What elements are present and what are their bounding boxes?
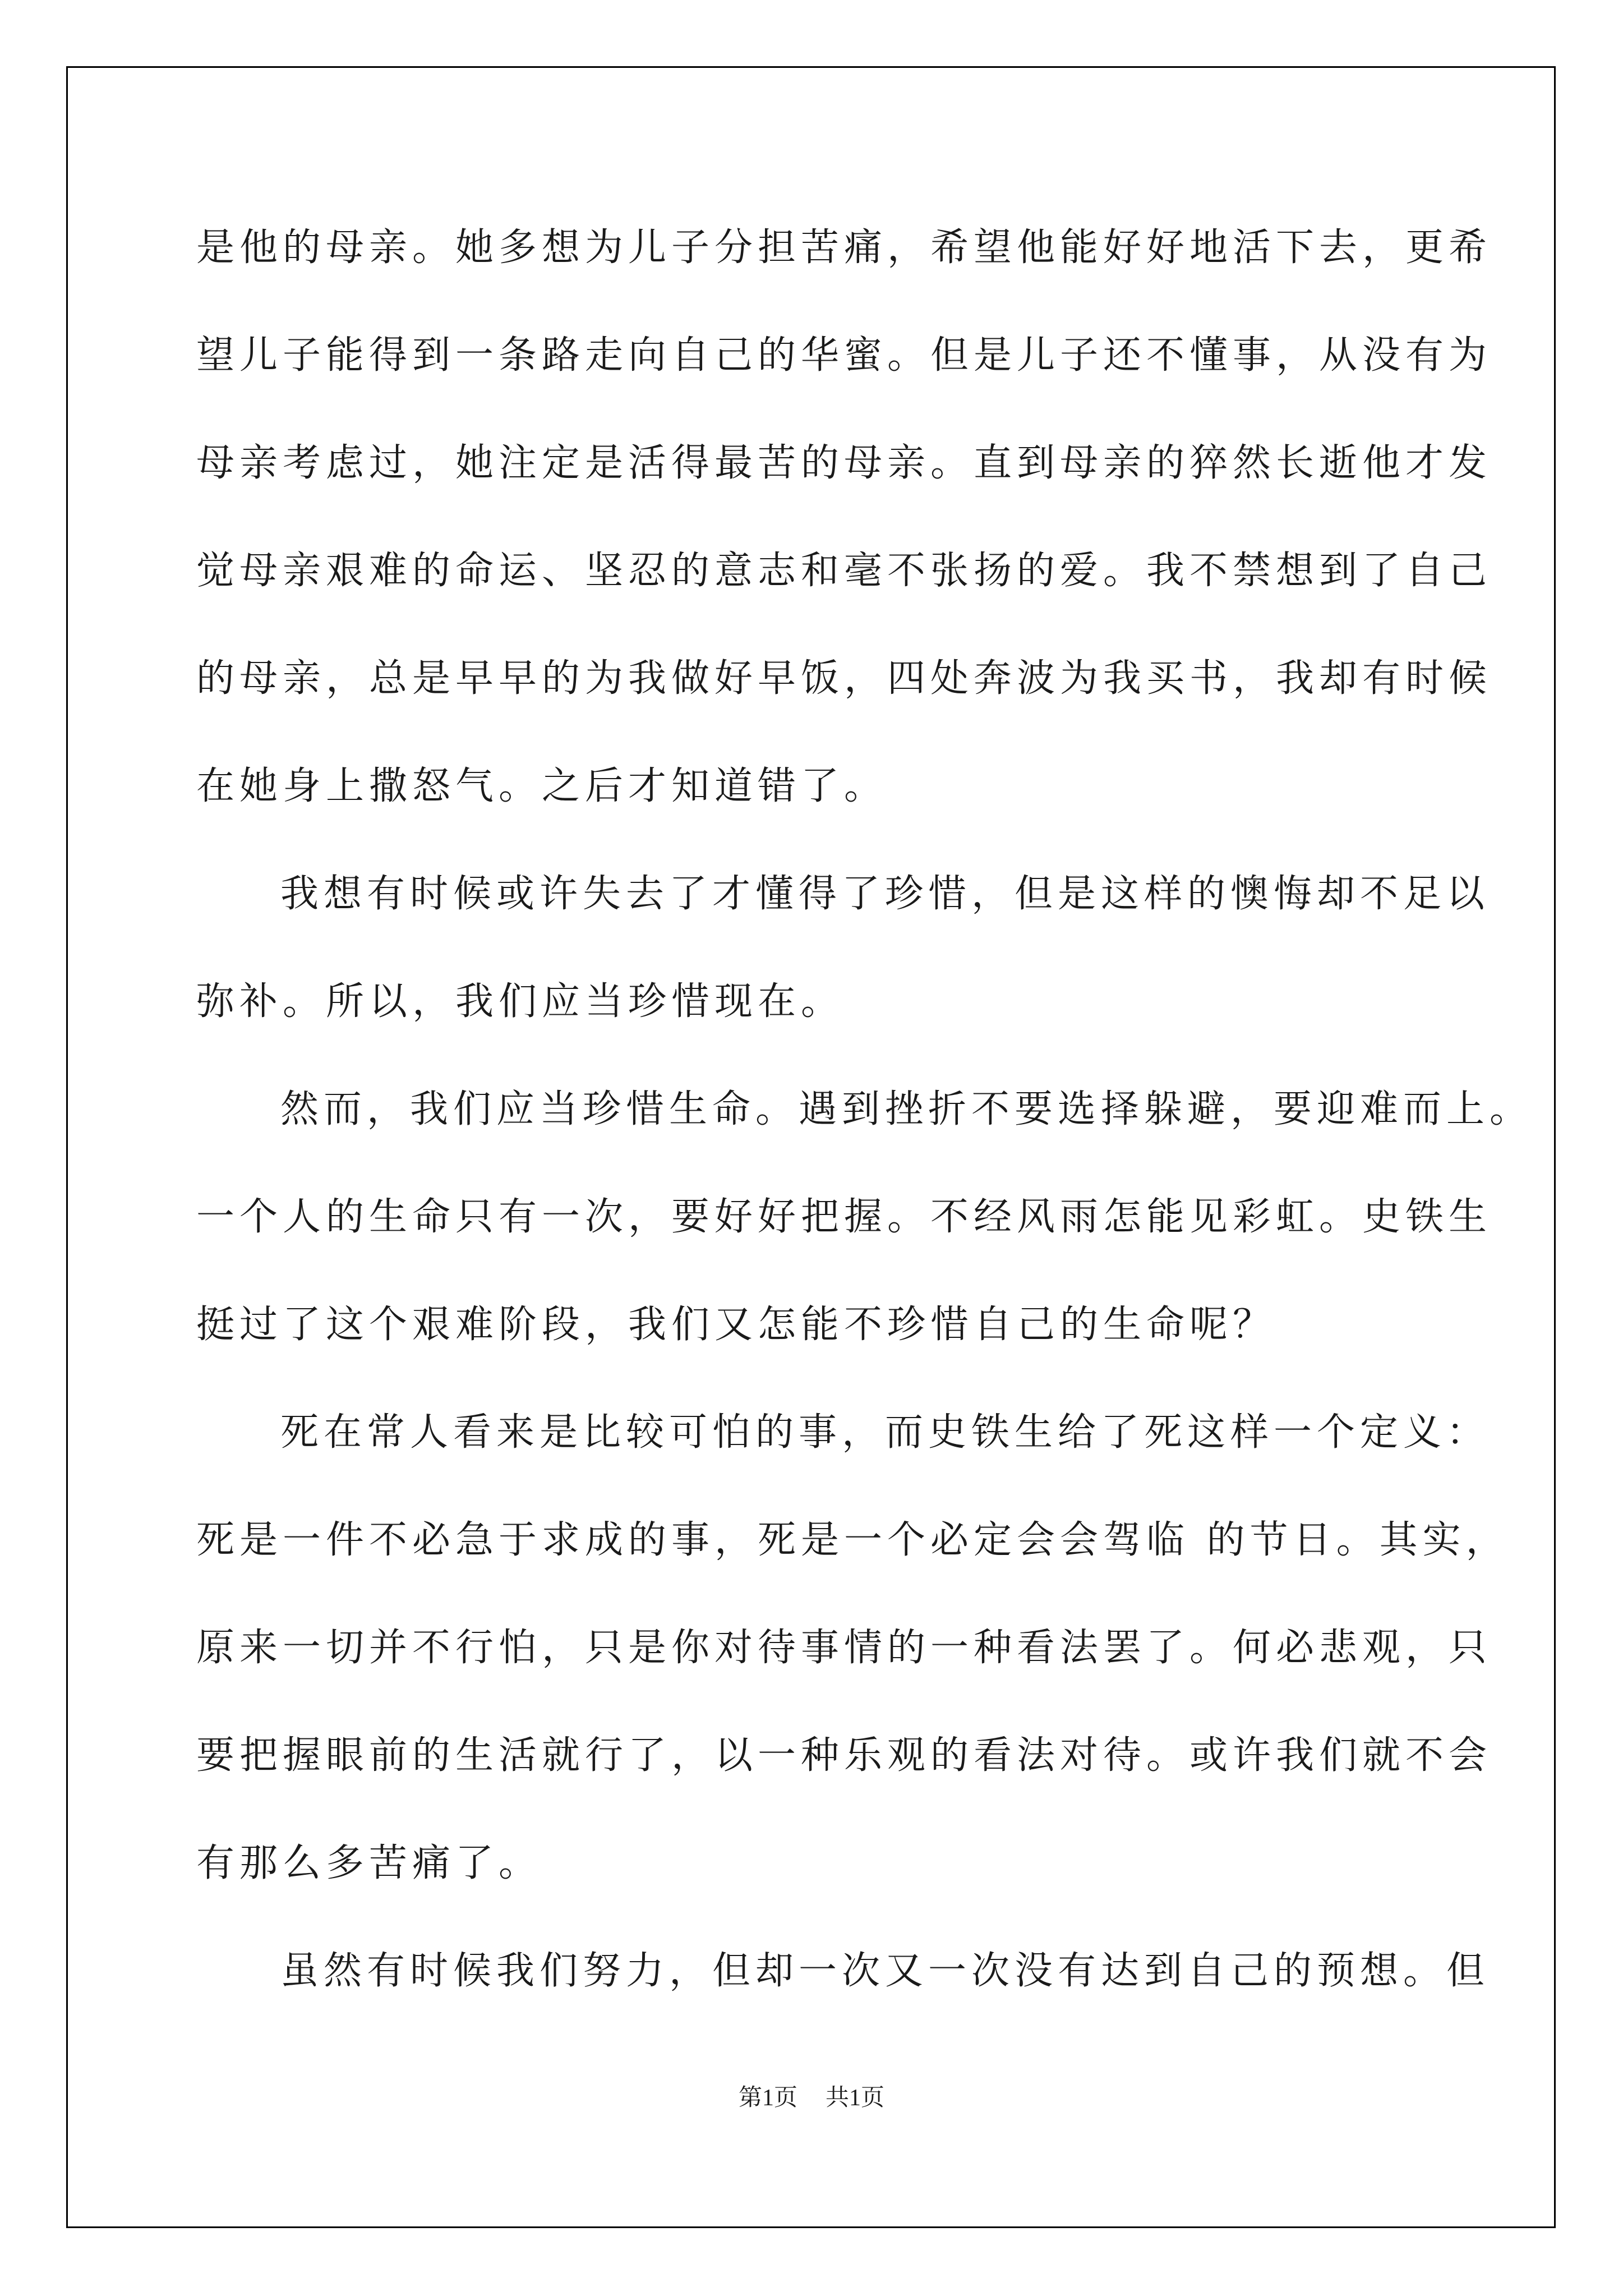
text-line-7: 我想有时候或许失去了才懂得了珍惜，但是这样的懊悔却不足以	[280, 872, 1490, 916]
page-number: 第1页	[738, 2085, 797, 2111]
text-line-2: 望儿子能得到一条路走向自己的华蜜。但是儿子还不懂事，从没有为	[196, 333, 1492, 378]
text-line-8: 弥补。所以，我们应当珍惜现在。	[196, 979, 845, 1024]
text-line-14: 原来一切并不行怕，只是你对待事情的一种看法罢了。何必悲观，只	[196, 1626, 1492, 1670]
text-line-5: 的母亲，总是早早的为我做好早饭，四处奔波为我买书，我却有时候	[196, 656, 1492, 701]
page-footer	[0, 2081, 1623, 2115]
text-line-3: 母亲考虑过，她注定是活得最苦的母亲。直到母亲的猝然长逝他才发	[196, 441, 1492, 485]
text-line-13: 死是一件不必急于求成的事，死是一个必定会会驾临 的节日。其实，	[196, 1518, 1509, 1562]
text-line-6: 在她身上撒怒气。之后才知道错了。	[196, 764, 888, 808]
page-border	[66, 66, 1556, 2228]
text-line-9: 然而，我们应当珍惜生命。遇到挫折不要选择躲避，要迎难而上。	[280, 1087, 1533, 1131]
page-total: 共1页	[826, 2085, 885, 2111]
text-line-11: 挺过了这个艰难阶段，我们又怎能不珍惜自己的生命呢？	[196, 1303, 1276, 1347]
text-line-16: 有那么多苦痛了。	[196, 1841, 542, 1885]
text-line-1: 是他的母亲。她多想为儿子分担苦痛，希望他能好好地活下去，更希	[196, 226, 1492, 270]
text-line-17: 虽然有时候我们努力，但却一次又一次没有达到自己的预想。但	[280, 1949, 1490, 1993]
text-line-15: 要把握眼前的生活就行了，以一种乐观的看法对待。或许我们就不会	[196, 1733, 1492, 1778]
text-line-4: 觉母亲艰难的命运、坚忍的意志和毫不张扬的爱。我不禁想到了自己	[196, 549, 1492, 593]
text-line-10: 一个人的生命只有一次，要好好把握。不经风雨怎能见彩虹。史铁生	[196, 1195, 1492, 1239]
text-line-12: 死在常人看来是比较可怕的事，而史铁生给了死这样一个定义：	[280, 1410, 1490, 1455]
